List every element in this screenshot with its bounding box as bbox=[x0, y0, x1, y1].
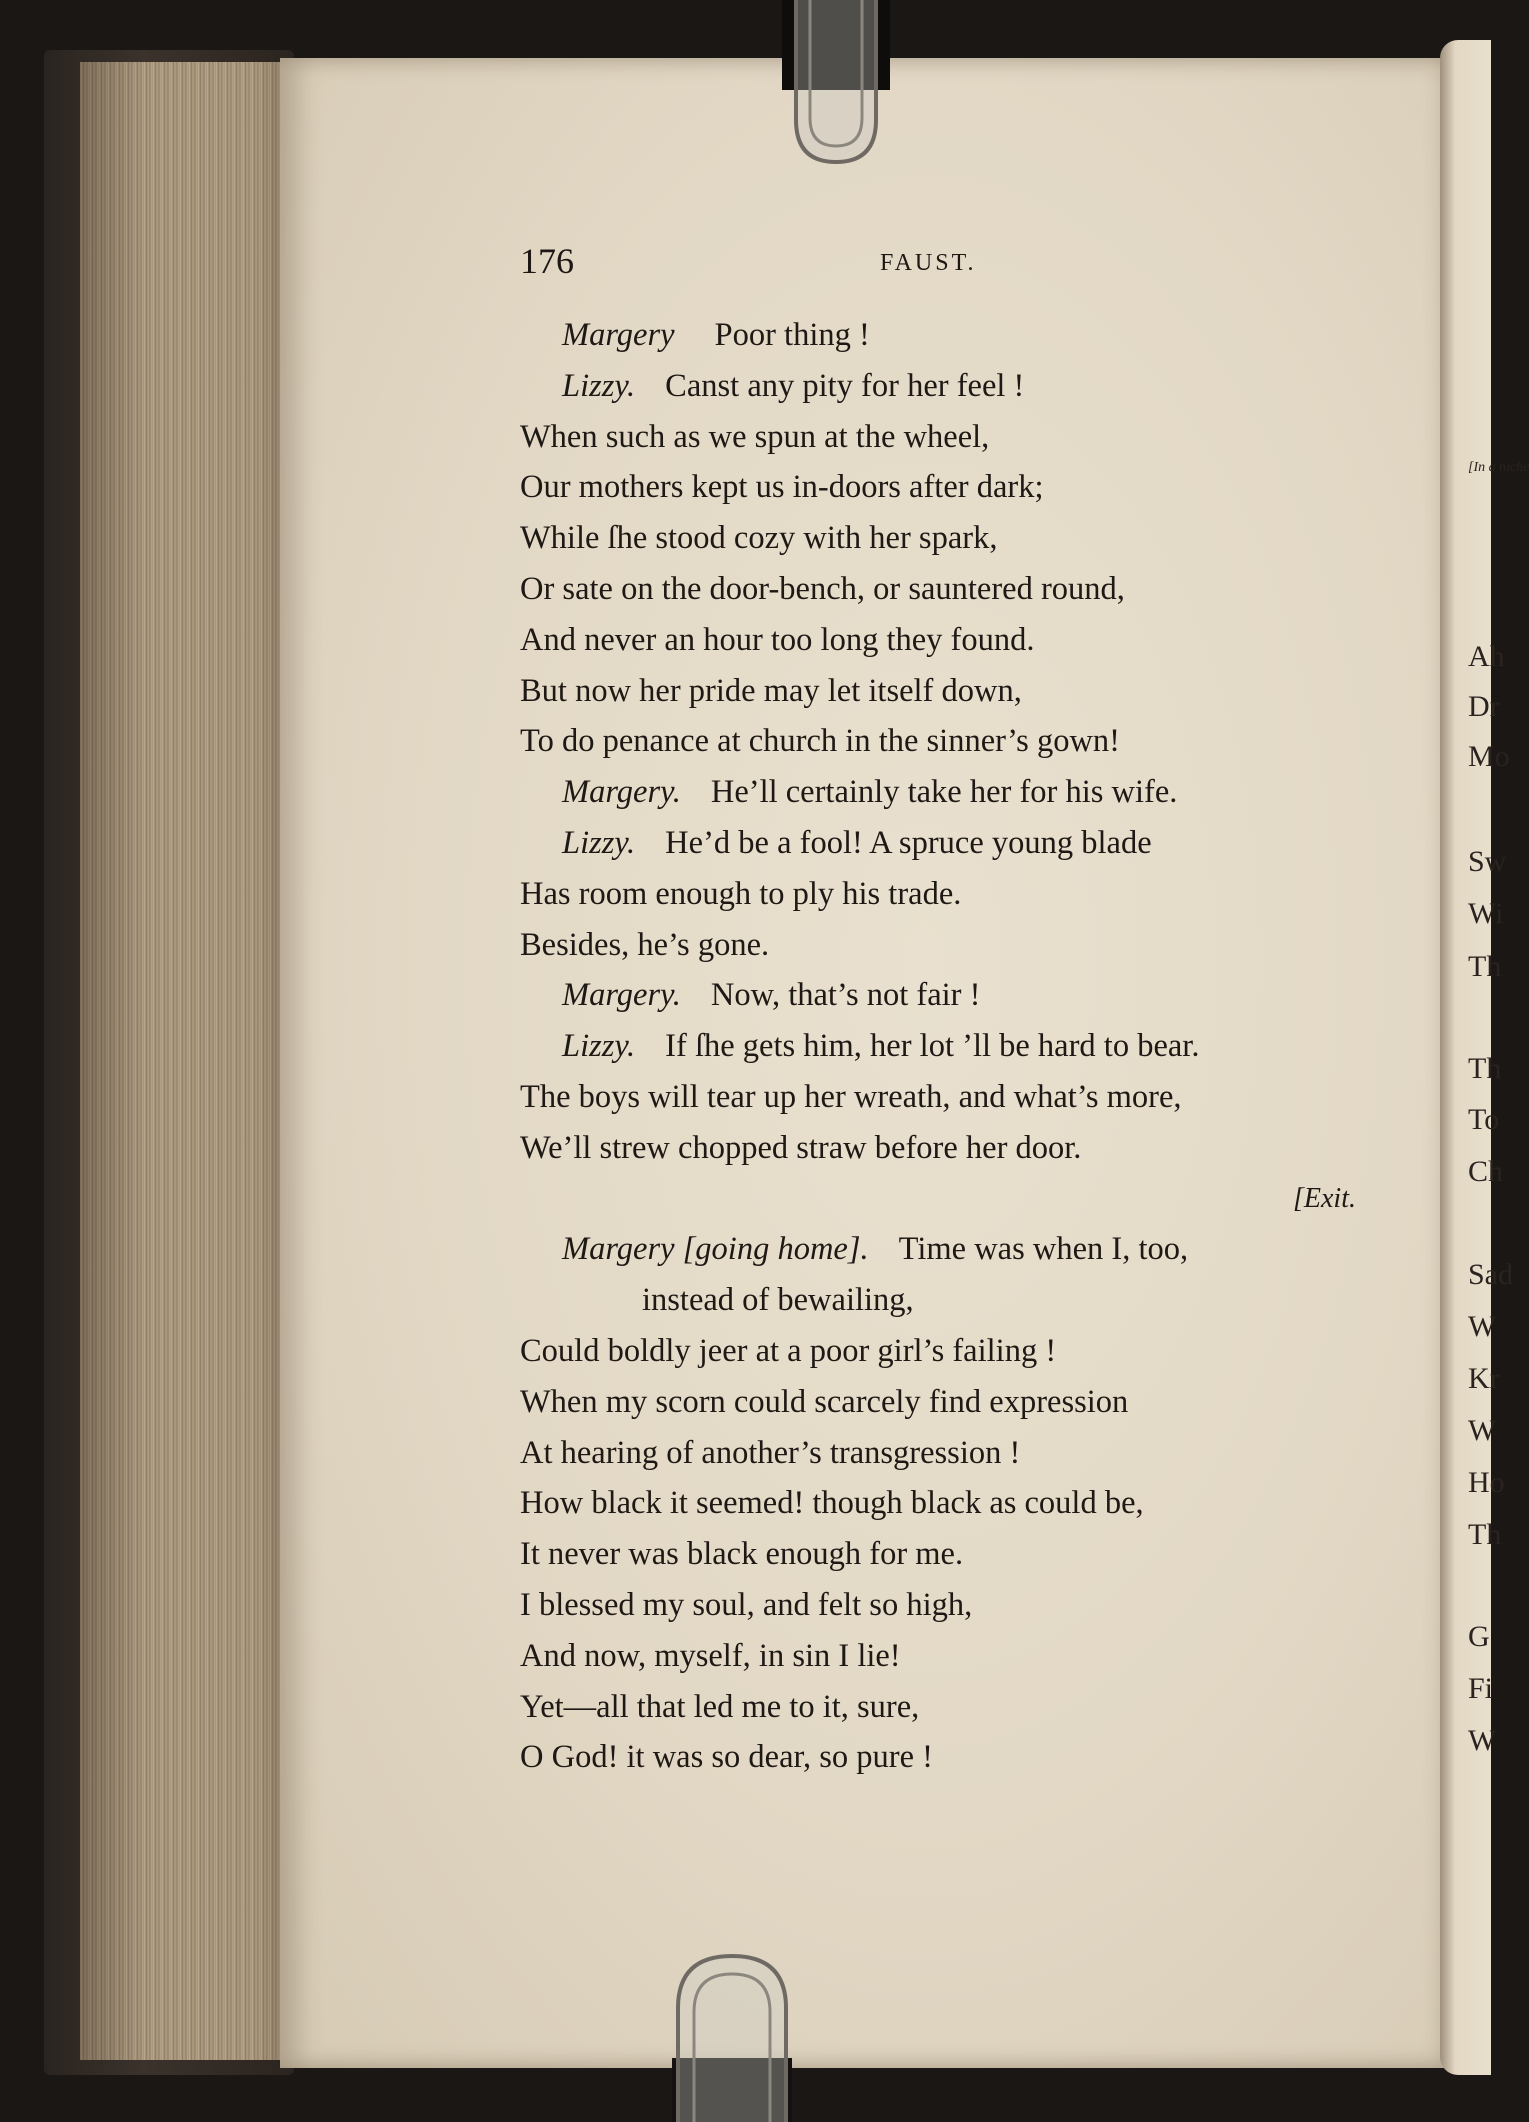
verse-line bbox=[520, 818, 1360, 869]
page-clip-bottom bbox=[672, 1948, 792, 2122]
facing-fragment: W bbox=[1468, 1310, 1497, 1343]
verse-text bbox=[520, 310, 1360, 1783]
facing-fragment: Th bbox=[1468, 950, 1502, 983]
verse-line: Could boldly jeer at a poor girl’s failing ! bbox=[520, 1332, 1057, 1369]
verse-line: Our mothers kept us in-doors after dark; bbox=[520, 469, 1044, 506]
verse-line: We’ll strew chopped straw before her door. bbox=[520, 1129, 1082, 1166]
facing-fragment: G bbox=[1468, 1620, 1490, 1653]
verse-line bbox=[520, 970, 1360, 1021]
line-text: Poor thing ! bbox=[714, 317, 870, 353]
facing-fragment: Ch bbox=[1468, 1155, 1504, 1188]
verse-line: To do penance at church in the sinner’s gown! bbox=[520, 723, 1120, 760]
line-text: Canst any pity for her feel ! bbox=[665, 367, 1025, 404]
page-header bbox=[520, 240, 1360, 284]
verse-line: And never an hour too long they found. bbox=[520, 621, 1035, 658]
verse-line: Has room enough to ply his trade. bbox=[520, 875, 962, 912]
line-text: Time was when I, too, bbox=[898, 1231, 1189, 1268]
verse-line: How black it seemed! though black as could be, bbox=[520, 1485, 1144, 1522]
speaker-name: Lizzy. bbox=[562, 1028, 636, 1065]
page-block-edges bbox=[80, 62, 298, 2060]
facing-fragment: W bbox=[1468, 1724, 1497, 1757]
verse-line bbox=[520, 310, 1360, 361]
page-clip-top bbox=[782, 0, 890, 170]
speaker-name: Lizzy. bbox=[562, 824, 636, 861]
verse-line bbox=[520, 767, 1360, 818]
facing-fragment: W bbox=[1468, 1414, 1497, 1447]
facing-fragment: Th bbox=[1468, 1052, 1502, 1085]
verse-line: When such as we spun at the wheel, bbox=[520, 418, 990, 455]
verse-line-continuation: instead of bewailing, bbox=[642, 1282, 914, 1319]
running-title: FAUST. bbox=[880, 250, 977, 276]
speaker-name: Margery bbox=[562, 317, 675, 353]
speaker-name: Margery. bbox=[562, 774, 681, 811]
line-text: He’ll certainly take her for his wife. bbox=[710, 774, 1178, 811]
verse-line: But now her pride may let itself down, bbox=[520, 672, 1022, 709]
verse-line: I blessed my soul, and felt so high, bbox=[520, 1586, 973, 1623]
verse-line: When my scorn could scarcely find expression bbox=[520, 1383, 1129, 1420]
line-text: If ſhe gets him, her lot ’ll be hard to bear. bbox=[665, 1028, 1200, 1065]
verse-line bbox=[520, 1224, 1360, 1275]
speaker-name: Lizzy. bbox=[562, 367, 636, 404]
verse-line bbox=[520, 1021, 1360, 1072]
verse-line: Besides, he’s gone. bbox=[520, 926, 770, 963]
facing-fragment: Wi bbox=[1468, 897, 1504, 930]
verse-line: While ſhe stood cozy with her spark, bbox=[520, 520, 998, 557]
facing-fragment: Fi bbox=[1468, 1672, 1494, 1705]
stage-direction-exit: [Exit. bbox=[1293, 1182, 1356, 1214]
verse-line: At hearing of another’s transgression ! bbox=[520, 1434, 1021, 1471]
facing-fragment: Kr bbox=[1468, 1362, 1500, 1395]
facing-fragment: Th bbox=[1468, 1518, 1502, 1551]
facing-margin-note: [In a niche bbox=[1468, 460, 1529, 475]
line-text: Now, that’s not fair ! bbox=[710, 977, 981, 1014]
verse-line: Or sate on the door-bench, or sauntered round, bbox=[520, 570, 1125, 607]
facing-fragment: Mo bbox=[1468, 740, 1510, 773]
speaker-name: Margery. bbox=[562, 977, 681, 1014]
facing-fragment: Dr bbox=[1468, 690, 1500, 723]
verse-line: It never was black enough for me. bbox=[520, 1536, 964, 1573]
speaker-name: Margery bbox=[562, 1231, 675, 1268]
line-text: He’d be a fool! A spruce young blade bbox=[665, 824, 1152, 861]
verse-line: The boys will tear up her wreath, and what’s more, bbox=[520, 1078, 1182, 1115]
stage-direction: [going home]. bbox=[682, 1231, 869, 1268]
page-number: 176 bbox=[520, 241, 574, 281]
facing-fragment: Sw bbox=[1468, 845, 1507, 878]
verse-line bbox=[520, 361, 1360, 412]
facing-fragment: Ho bbox=[1468, 1466, 1505, 1499]
verse-line: Yet—all that led me to it, sure, bbox=[520, 1688, 920, 1725]
verse-line: And now, myself, in sin I lie! bbox=[520, 1637, 901, 1674]
right-page-edge bbox=[1440, 40, 1529, 2075]
verse-line: O God! it was so dear, so pure ! bbox=[520, 1739, 933, 1776]
facing-fragment: To bbox=[1468, 1103, 1500, 1136]
facing-fragment: Sad bbox=[1468, 1258, 1513, 1291]
facing-fragment: Ah bbox=[1468, 640, 1505, 673]
